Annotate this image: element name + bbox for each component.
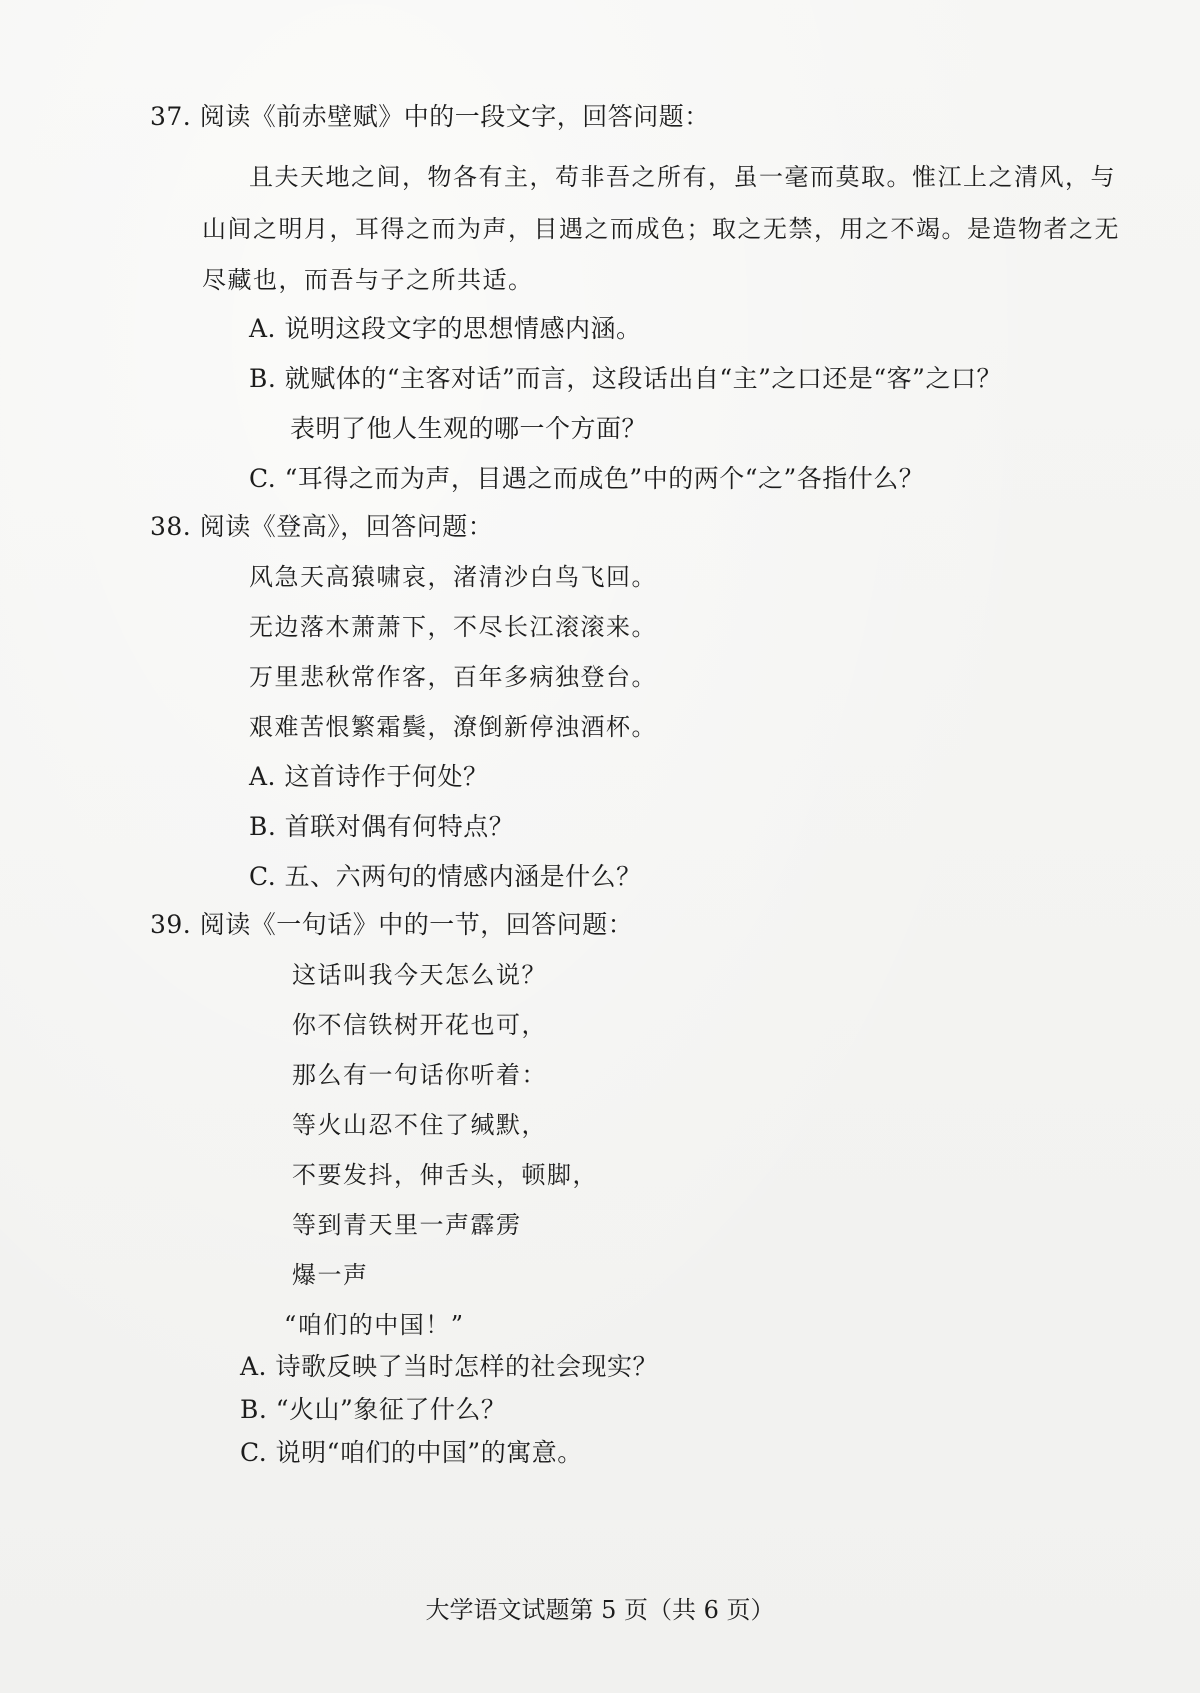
q39-poem-line-5: 不要发抖，伸舌头，顿脚， — [292, 1161, 598, 1189]
q39-stem: 39. 阅读《一句话》中的一节，回答问题： — [150, 910, 634, 939]
q39-option-a: A. 诗歌反映了当时怎样的社会现实？ — [240, 1352, 658, 1381]
q39-option-b: B. “火山”象征了什么？ — [240, 1395, 507, 1424]
q39-poem-line-6: 等到青天里一声霹雳 — [292, 1211, 522, 1239]
q39-poem-line-3: 那么有一句话你听着： — [292, 1061, 547, 1089]
q39-poem-line-1: 这话叫我今天怎么说？ — [292, 961, 547, 989]
q39-poem-line-8: “咱们的中国！” — [284, 1311, 465, 1339]
q37-passage-line-1: 且夫天地之间，物各有主，苟非吾之所有，虽一毫而莫取。惟江上之清风，与 — [249, 163, 1116, 191]
q37-stem: 37. 阅读《前赤壁赋》中的一段文字，回答问题： — [150, 102, 710, 131]
q38-poem-line-1: 风急天高猿啸哀，渚清沙白鸟飞回。 — [249, 563, 657, 591]
q37-passage-line-2: 山间之明月，耳得之而为声，目遇之而成色；取之无禁，用之不竭。是造物者之无 — [202, 215, 1120, 243]
q38-stem: 38. 阅读《登高》，回答问题： — [150, 512, 494, 541]
q37-option-b-continued: 表明了他人生观的哪一个方面？ — [290, 414, 648, 443]
q39-option-c: C. 说明“咱们的中国”的寓意。 — [240, 1438, 583, 1467]
q39-poem-line-4: 等火山忍不住了缄默， — [292, 1111, 547, 1139]
q37-option-b: B. 就赋体的“主客对话”而言，这段话出自“主”之口还是“客”之口？ — [249, 364, 1002, 393]
q37-option-a: A. 说明这段文字的思想情感内涵。 — [249, 314, 642, 343]
q38-option-a: A. 这首诗作于何处？ — [249, 762, 489, 791]
q38-option-c: C. 五、六两句的情感内涵是什么？ — [249, 862, 642, 891]
q38-poem-line-2: 无边落木萧萧下，不尽长江滚滚来。 — [249, 613, 657, 641]
q38-poem-line-3: 万里悲秋常作客，百年多病独登台。 — [249, 663, 657, 691]
q38-poem-line-4: 艰难苦恨繁霜鬓，潦倒新停浊酒杯。 — [249, 713, 657, 741]
q37-passage-line-3: 尽藏也，而吾与子之所共适。 — [202, 266, 534, 294]
q39-poem-line-7: 爆一声 — [292, 1261, 369, 1289]
page-footer: 大学语文试题第 5 页（共 6 页） — [425, 1596, 775, 1624]
q37-option-c: C. “耳得之而为声，目遇之而成色”中的两个“之”各指什么？ — [249, 464, 925, 493]
q39-poem-line-2: 你不信铁树开花也可， — [292, 1011, 547, 1039]
q38-option-b: B. 首联对偶有何特点？ — [249, 812, 515, 841]
